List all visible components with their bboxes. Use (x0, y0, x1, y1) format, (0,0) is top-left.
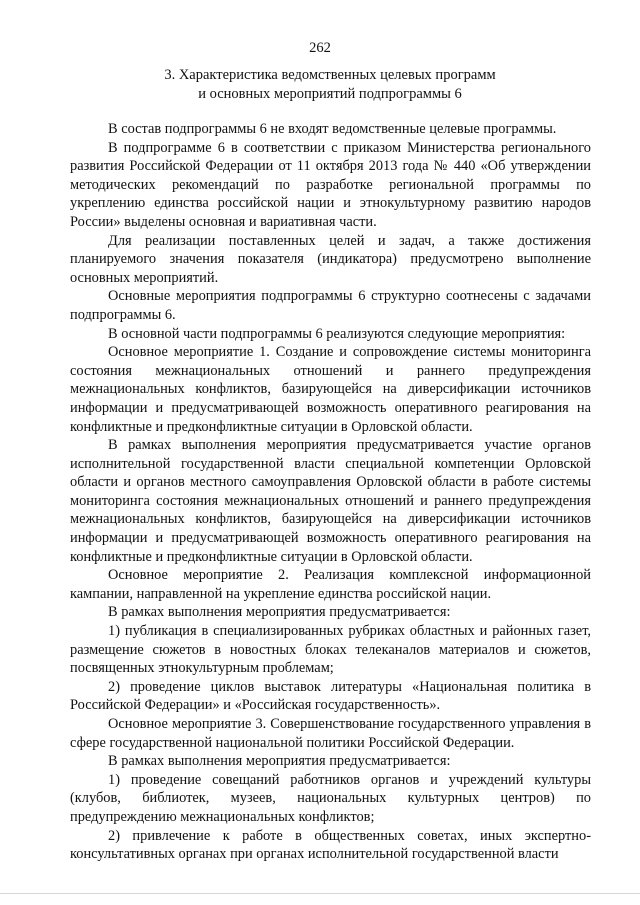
paragraph: Основное мероприятие 3. Совершенствование государственного управления в сфере государственной национальной политики Российской Федерации. (70, 716, 591, 751)
paragraph: Основное мероприятие 2. Реализация комплексной информационной кампании, направленной на укрепление единства российской нации. (70, 567, 591, 602)
body-text (70, 120, 591, 864)
paragraph: В рамках выполнения мероприятия предусматривается участие органов исполнительной государственной власти специальной компетенции Орловской области и органов местного самоуправления Орловской области в работе системы мониторинга состояния межнациональных отношений и раннего предупреждения межнациональных конфликтов, базирующейся на диверсификации источников информации и предусматривающей возможность оперативного реагирования на конфликтные и предконфликтные ситуации в Орловской области. (70, 437, 591, 565)
page-number: 262 (309, 40, 331, 56)
section-heading-line-2: и основных мероприятий подпрограммы 6 (198, 85, 462, 102)
paragraph: Основное мероприятие 1. Создание и сопровождение системы мониторинга состояния межнациональных отношений и раннего предупреждения межнациональных конфликтов, базирующейся на диверсификации источников информации и предусматривающей возможность оперативного реагирования на конфликтные и предконфликтные ситуации в Орловской области. (70, 344, 591, 435)
list-item: 1) публикация в специализированных рубриках областных и районных газет, размещение сюжетов в новостных блоках телеканалов материалов и сюжетов, посвященных этнокультурным проблемам; (70, 623, 591, 677)
list-item: 2) привлечение к работе в общественных советах, иных экспертно-консультативных органах при органах исполнительной государственной власти (70, 827, 591, 863)
paragraph: В подпрограмме 6 в соответствии с приказом Министерства регионального развития Российской Федерации от 11 октября 2013 года № 440 «Об утверждении методических рекомендаций по разработке региональной программы по укреплению единства российской нации и этнокультурному развитию народов России» выделены основная и вариативная части. (70, 139, 591, 230)
paragraph: Для реализации поставленных целей и задач, а также достижения планируемого значения показателя (индикатора) предусмотрено выполнение основных мероприятий. (70, 232, 591, 286)
list-item: 1) проведение совещаний работников органов и учреждений культуры (клубов, библиотек, музеев, национальных культурных центров) по предупреждению межнациональных конфликтов; (70, 771, 591, 825)
paragraph: В рамках выполнения мероприятия предусматривается: (108, 604, 451, 621)
list-item: 2) проведение циклов выставок литературы «Национальная политика в Российской Федерации» и «Российская государственность». (70, 678, 591, 714)
paragraph: В рамках выполнения мероприятия предусматривается: (108, 753, 451, 770)
page-bottom-divider (0, 893, 640, 894)
paragraph: В основной части подпрограммы 6 реализуются следующие мероприятия: (108, 325, 566, 342)
section-heading (70, 66, 590, 103)
section-heading-line-1: 3. Характеристика ведомственных целевых программ (164, 67, 496, 83)
paragraph: В состав подпрограммы 6 не входят ведомственные целевые программы. (108, 121, 557, 137)
paragraph: Основные мероприятия подпрограммы 6 структурно соотнесены с задачами подпрограммы 6. (70, 288, 591, 323)
